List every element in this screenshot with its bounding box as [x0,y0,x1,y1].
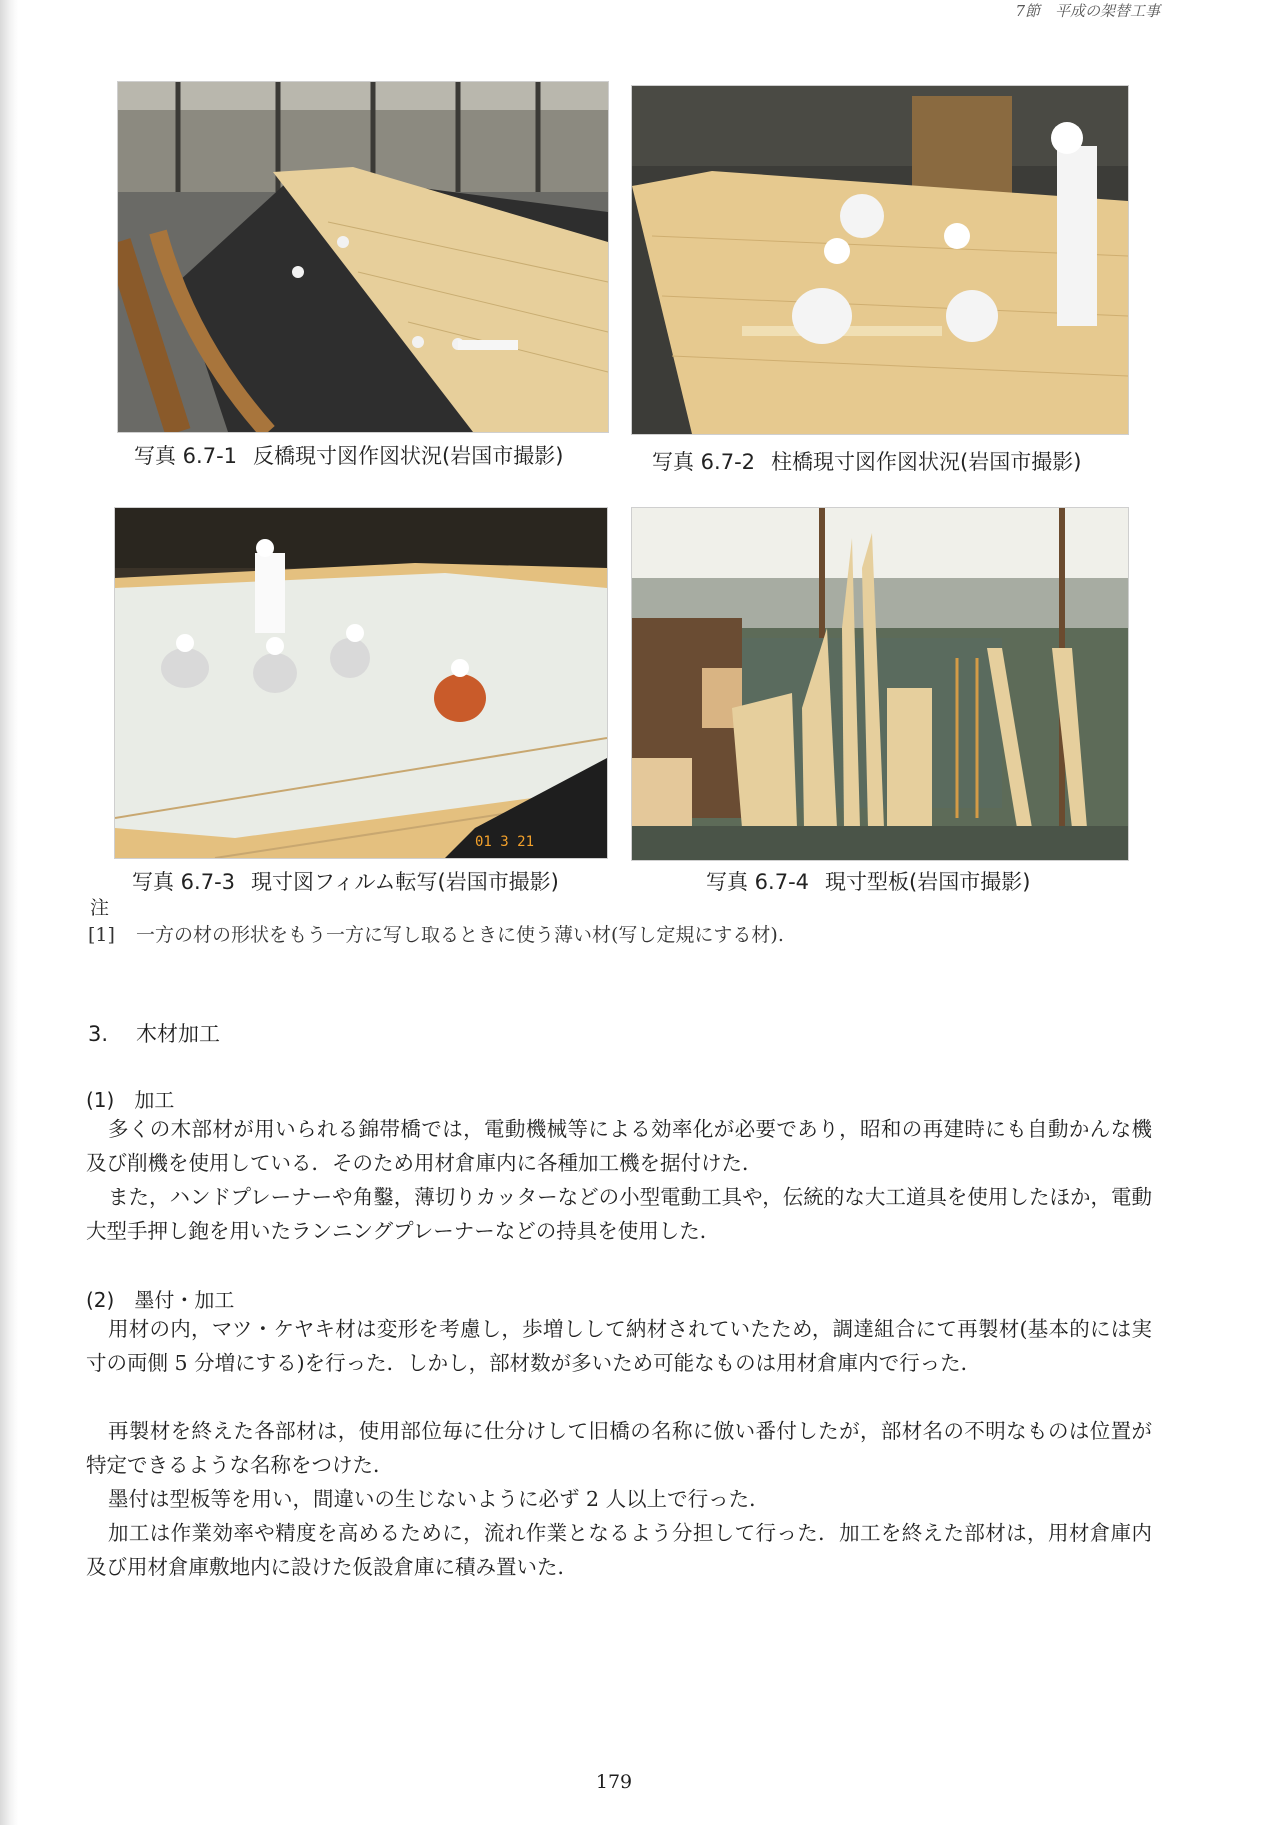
section-number: 3. [88,1022,109,1046]
footnote-1 [88,920,784,947]
subsection-title: 墨付・加工 [134,1288,235,1312]
photo-caption-text: 柱橋現寸図作図状況(岩国市撮影) [771,450,1082,474]
subsection-heading-2 [86,1284,234,1313]
photo-number: 写真 6.7-2 [652,450,756,474]
subsection-title: 加工 [134,1088,175,1112]
page-binding-shadow [0,0,18,1825]
photo-caption-2 [652,446,1081,476]
photo-caption-text: 現寸図フィルム転写(岩国市撮影) [251,870,559,894]
photo-caption-4 [706,866,1030,896]
photo-caption-text: 反橋現寸図作図状況(岩国市撮影) [253,444,564,468]
paragraph: 用材の内，マツ・ケヤキ材は変形を考慮し，歩増しして納材されていたため，調達組合にて再製材(基本的には実寸の両側 5 分増にする)を行った．しかし，部材数が多いため可能なものは用材倉庫内で行った． [86,1317,1152,1375]
photo-6-7-3 [115,508,607,858]
paragraph: 墨付は型板等を用い，間違いの生じないように必ず 2 人以上で行った． [108,1487,770,1511]
subsection-number: (2) [86,1288,115,1312]
subsection-number: (1) [86,1088,115,1112]
photo-caption-3 [132,866,559,896]
photo-6-7-4 [632,508,1128,860]
paragraph: 加工は作業効率や精度を高めるために，流れ作業となるよう分担して行った．加工を終えた部材は，用材倉庫内及び用材倉庫敷地内に設けた仮設倉庫に積み置いた． [86,1521,1152,1579]
photo-number: 写真 6.7-4 [706,870,810,894]
paragraph: また，ハンドプレーナーや角鑿，薄切りカッターなどの小型電動工具や，伝統的な大工道具を使用したほか，電動大型手押し鉋を用いたランニングプレーナーなどの持具を使用した． [86,1185,1152,1243]
photo-number: 写真 6.7-3 [132,870,236,894]
photo-6-7-2 [632,86,1128,434]
page-number: 179 [595,1771,633,1793]
section-heading [88,1018,220,1048]
paragraph: 再製材を終えた各部材は，使用部位毎に仕分けして旧橋の名称に倣い番付したが，部材名の不明なものは位置が特定できるような名称をつけた． [86,1419,1152,1477]
photo-caption-1 [134,440,563,470]
paragraph: 多くの木部材が用いられる錦帯橋では，電動機械等による効率化が必要であり，昭和の再建時にも自動かんな機及び削機を使用している．そのため用材倉庫内に各種加工機を据付けた． [86,1117,1152,1175]
running-header: 7節 平成の架替工事 [1015,2,1160,20]
photo-6-7-1 [118,82,608,432]
photo-caption-text: 現寸型板(岩国市撮影) [825,870,1031,894]
photo-date-stamp: 01 3 21 [475,834,535,850]
subsection-heading-1 [86,1084,174,1113]
notes-heading: 注 [90,897,110,919]
section-title: 木材加工 [136,1022,221,1046]
footnote-text: 一方の材の形状をもう一方に写し取るときに使う薄い材(写し定規にする材). [136,924,784,946]
photo-number: 写真 6.7-1 [134,444,238,468]
footnote-number: [1] [88,924,115,946]
